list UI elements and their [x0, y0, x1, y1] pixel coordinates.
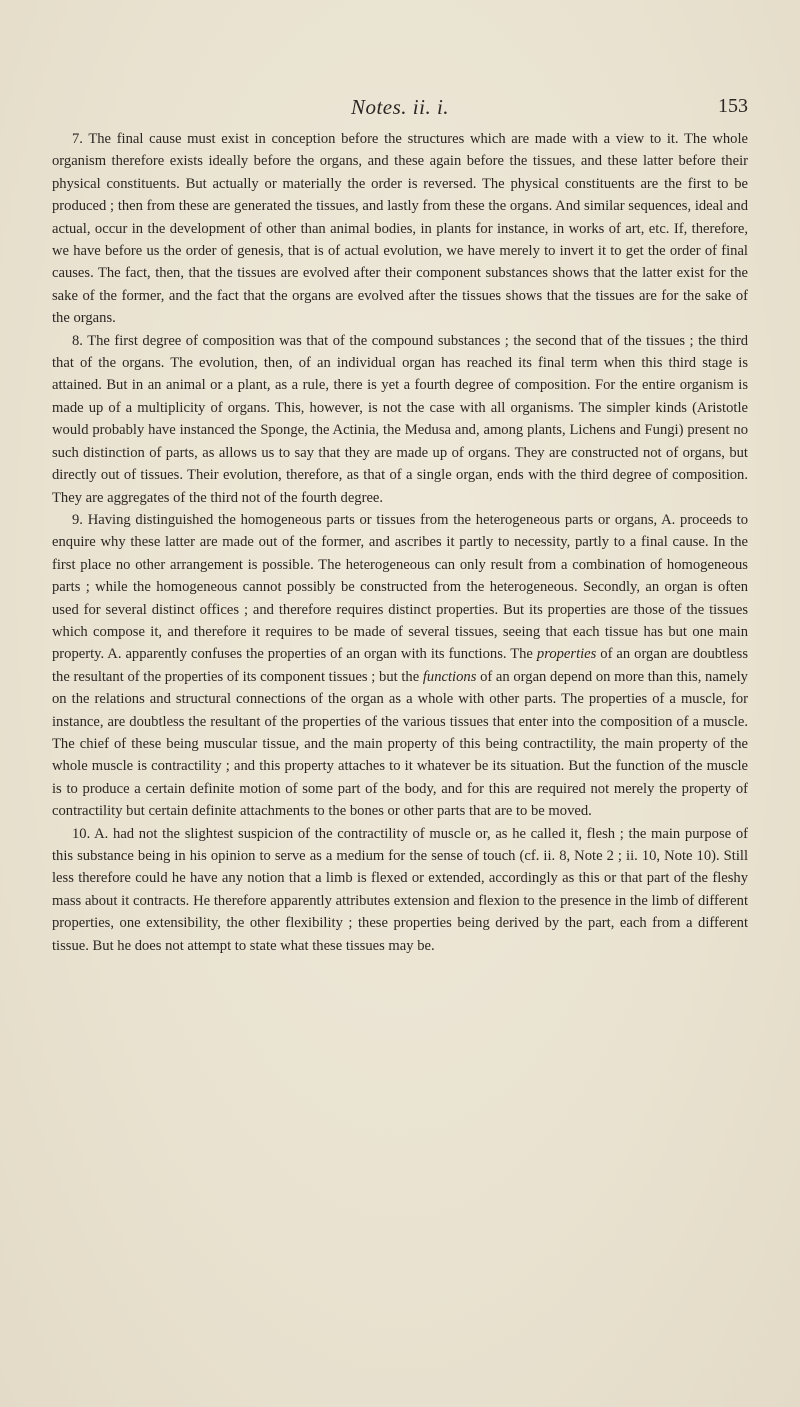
notes-body	[52, 128, 748, 957]
page-header	[52, 95, 748, 125]
note-8-paragraph: 8. The first degree of composition was that of the compound substances ; the second that of the tissues ; the third that of the organs. The evolution, then, of an individual organ has reached its final term when this third stage is attained. But in an animal or a plant, as a rule, there is yet a fourth degree of composition. For the entire organism is made up of a multiplicity of organs. This, however, is not the case with all organisms. The simpler kinds (Aristotle would probably have instanced the Sponge, the Actinia, the Medusa and, among plants, Lichens and Fungi) present no such distinction of parts, as allows us to say that they are made up of organs. They are constructed not of organs, but directly out of tissues. Their evolution, therefore, as that of a single organ, ends with the third degree of composition. They are aggregates of the third not of the fourth degree.	[52, 332, 748, 506]
note-9-text-part-1: 9. Having distinguished the homogeneous parts or tissues from the heterogeneous parts or organs, A. proceeds to enquire why these latter are made out of the former, and ascribes it partly to necessity, partly to a final cause. In the first place no other arrangement is possible. The heterogeneous can only result from a combination of homogeneous parts ; while the homogeneous cannot possibly be constructed from the heterogeneous. Secondly, an organ is often used for several distinct offices ; and therefore requires distinct properties. But its properties are those of the tissues which compose it, and therefore it requires to be made of several tissues, seeing that each tissue has but one main property. A. apparently confuses the properties of an organ with its functions. The	[52, 511, 748, 663]
note-9-text-part-3: of an organ depend on more than this, namely on the relations and structural connections of the organ as a whole with other parts. The properties of a muscle, for instance, are doubtless the resultant of the properties of the various tissues that enter into the composition of a muscle. The chief of these being muscular tissue, and the main property of this being contractility, the main property of the whole muscle is contractility ; and this property attaches to it whatever be its situation. But the function of the muscle is to produce a certain definite motion of some part of the body, and for this are required not merely the property of contractility but certain definite attachments to the bones or other parts that are to be moved.	[52, 668, 748, 820]
note-7-paragraph: 7. The final cause must exist in conception before the structures which are made with a view to it. The whole organism therefore exists ideally before the organs, and these again before the tissues, and these latter before their physical constituents. But actually or materially the order is reversed. The physical constituents are the first to be produced ; then from these are generated the tissues, and lastly from these the organs. And similar sequences, ideal and actual, occur in the development of other than animal bodies, in plants for instance, in works of art, etc. If, therefore, we have before us the order of genesis, that is of actual evolution, we have merely to invert it to get the order of final causes. The fact, then, that the tissues are evolved after their component substances shows that the latter exist for the sake of the former, and the fact that the organs are evolved after the tissues shows that the tissues are for the sake of the organs.	[52, 131, 748, 327]
page-number: 153	[718, 95, 748, 117]
note-10-paragraph: 10. A. had not the slightest suspicion of the contractility of muscle or, as he called it, flesh ; the main purpose of this substance being in his opinion to serve as a medium for the sense of touch (cf. ii. 8, Note 2 ; ii. 10, Note 10). Still less therefore could he have any notion that a limb is flexed or extended, accordingly as this or that part of the fleshy mass about it contracts. He therefore apparently attributes extension and flexion to the presence in the limb of different properties, one extensibility, the other flexibility ; these properties being derived by the part, each from a different tissue. But he does not attempt to state what these tissues may be.	[52, 825, 748, 954]
note-9-italic-properties: properties	[536, 646, 597, 663]
note-9-italic-functions: functions	[422, 668, 477, 685]
running-title: Notes. ii. i.	[350, 95, 450, 119]
note-9-text-part-2: of an organ are doubtless the resultant of the properties of its component tissues ; but the	[52, 646, 748, 685]
note-9-paragraph	[52, 509, 748, 823]
